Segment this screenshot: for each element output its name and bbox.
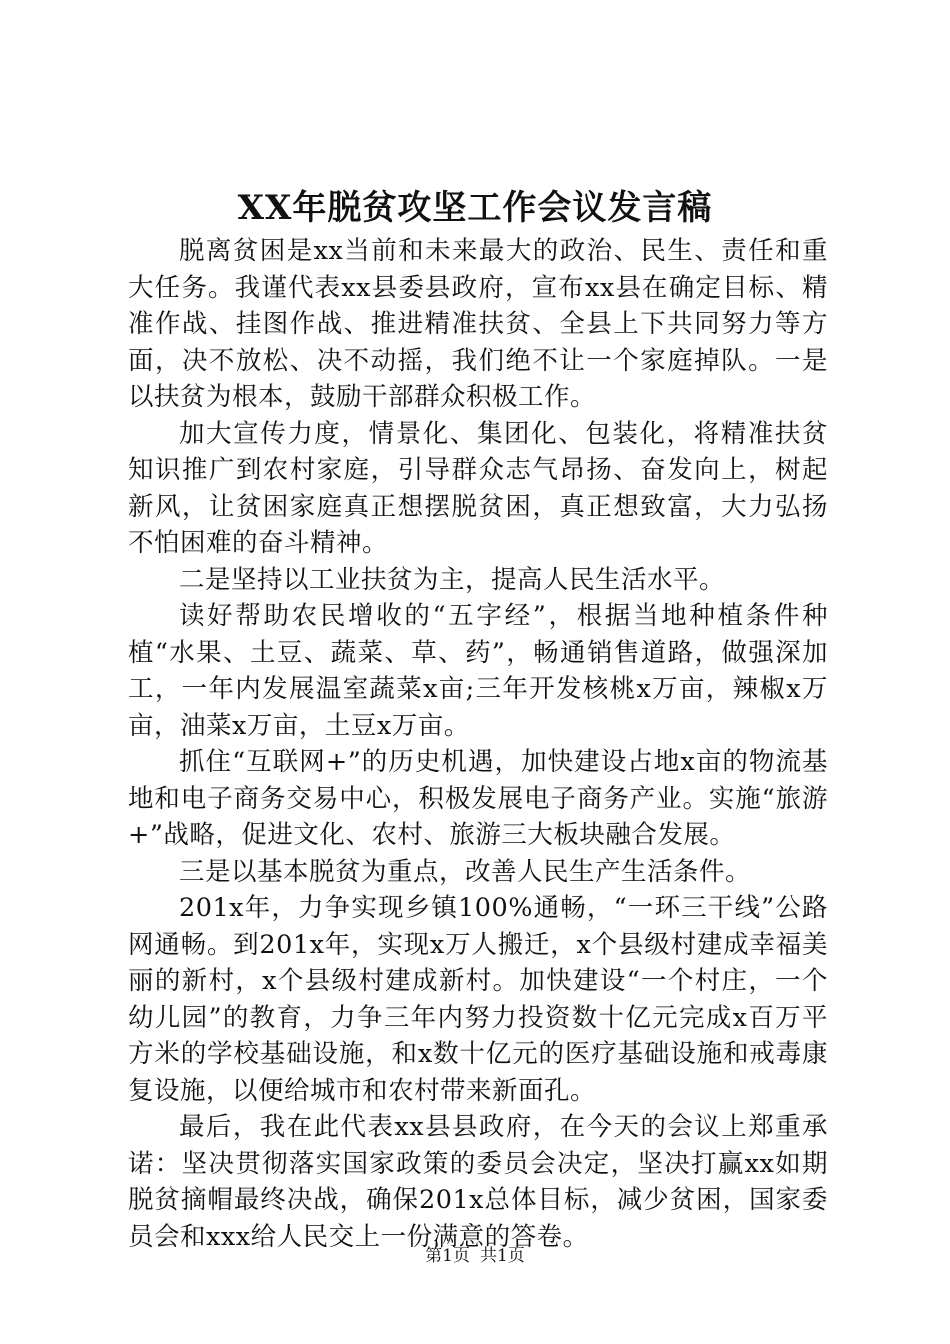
page-total: 共1页 (480, 1246, 525, 1266)
paragraph: 三是以基本脱贫为重点，改善人民生产生活条件。 (179, 856, 752, 887)
paragraph: 201x年，力争实现乡镇100%通畅，“一环三干线”公路网通畅。到201x年，实现x万人搬迁，x个县级村建成幸福美丽的新村，x个县级村建成新村。加快建设“一个村庄，一个幼儿园”的教育，力争三年内努力投资数十亿元完成x百万平方米的学校基础设施，和x数十亿元的医疗基础设施和戒毒康复设施，以便给城市和农村带来新面孔。 (128, 893, 828, 1106)
paragraph: 加大宣传力度，情景化、集团化、包装化，将精准扶贫知识推广到农村家庭，引导群众志气昂扬、奋发向上，树起新风，让贫困家庭真正想摆脱贫困，真正想致富，大力弘扬不怕困难的奋斗精神。 (128, 418, 828, 558)
paragraph: 最后，我在此代表xx县县政府，在今天的会议上郑重承诺：坚决贯彻落实国家政策的委员会决定，坚决打赢xx如期脱贫摘帽最终决战，确保201x总体目标，减少贫困，国家委员会和xxx给人民交上一份满意的答卷。 (128, 1112, 828, 1252)
paragraph: 抓住“互联网+”的历史机遇，加快建设占地x亩的物流基地和电子商务交易中心，积极发展电子商务产业。实施“旅游+”战略，促进文化、农村、旅游三大板块融合发展。 (128, 747, 828, 850)
page-footer (0, 1245, 950, 1267)
paragraph: 脱离贫困是xx当前和未来最大的政治、民生、责任和重大任务。我谨代表xx县委县政府，宣布xx县在确定目标、精准作战、挂图作战、推进精准扶贫、全县上下共同努力等方面，决不放松、决不动摇，我们绝不让一个家庭掉队。一是以扶贫为根本，鼓励干部群众积极工作。 (128, 236, 828, 412)
paragraph: 读好帮助农民增收的“五字经”，根据当地种植条件种植“水果、土豆、蔬菜、草、药”，畅通销售道路，做强深加工，一年内发展温室蔬菜x亩;三年开发核桃x万亩，辣椒x万亩，油菜x万亩，土豆x万亩。 (128, 601, 828, 741)
document-title: XX年脱贫攻坚工作会议发言稿 (237, 188, 713, 228)
document-body (128, 233, 828, 1255)
paragraph: 二是坚持以工业扶贫为主，提高人民生活水平。 (179, 564, 726, 595)
page-number: 第1页 (425, 1246, 470, 1266)
